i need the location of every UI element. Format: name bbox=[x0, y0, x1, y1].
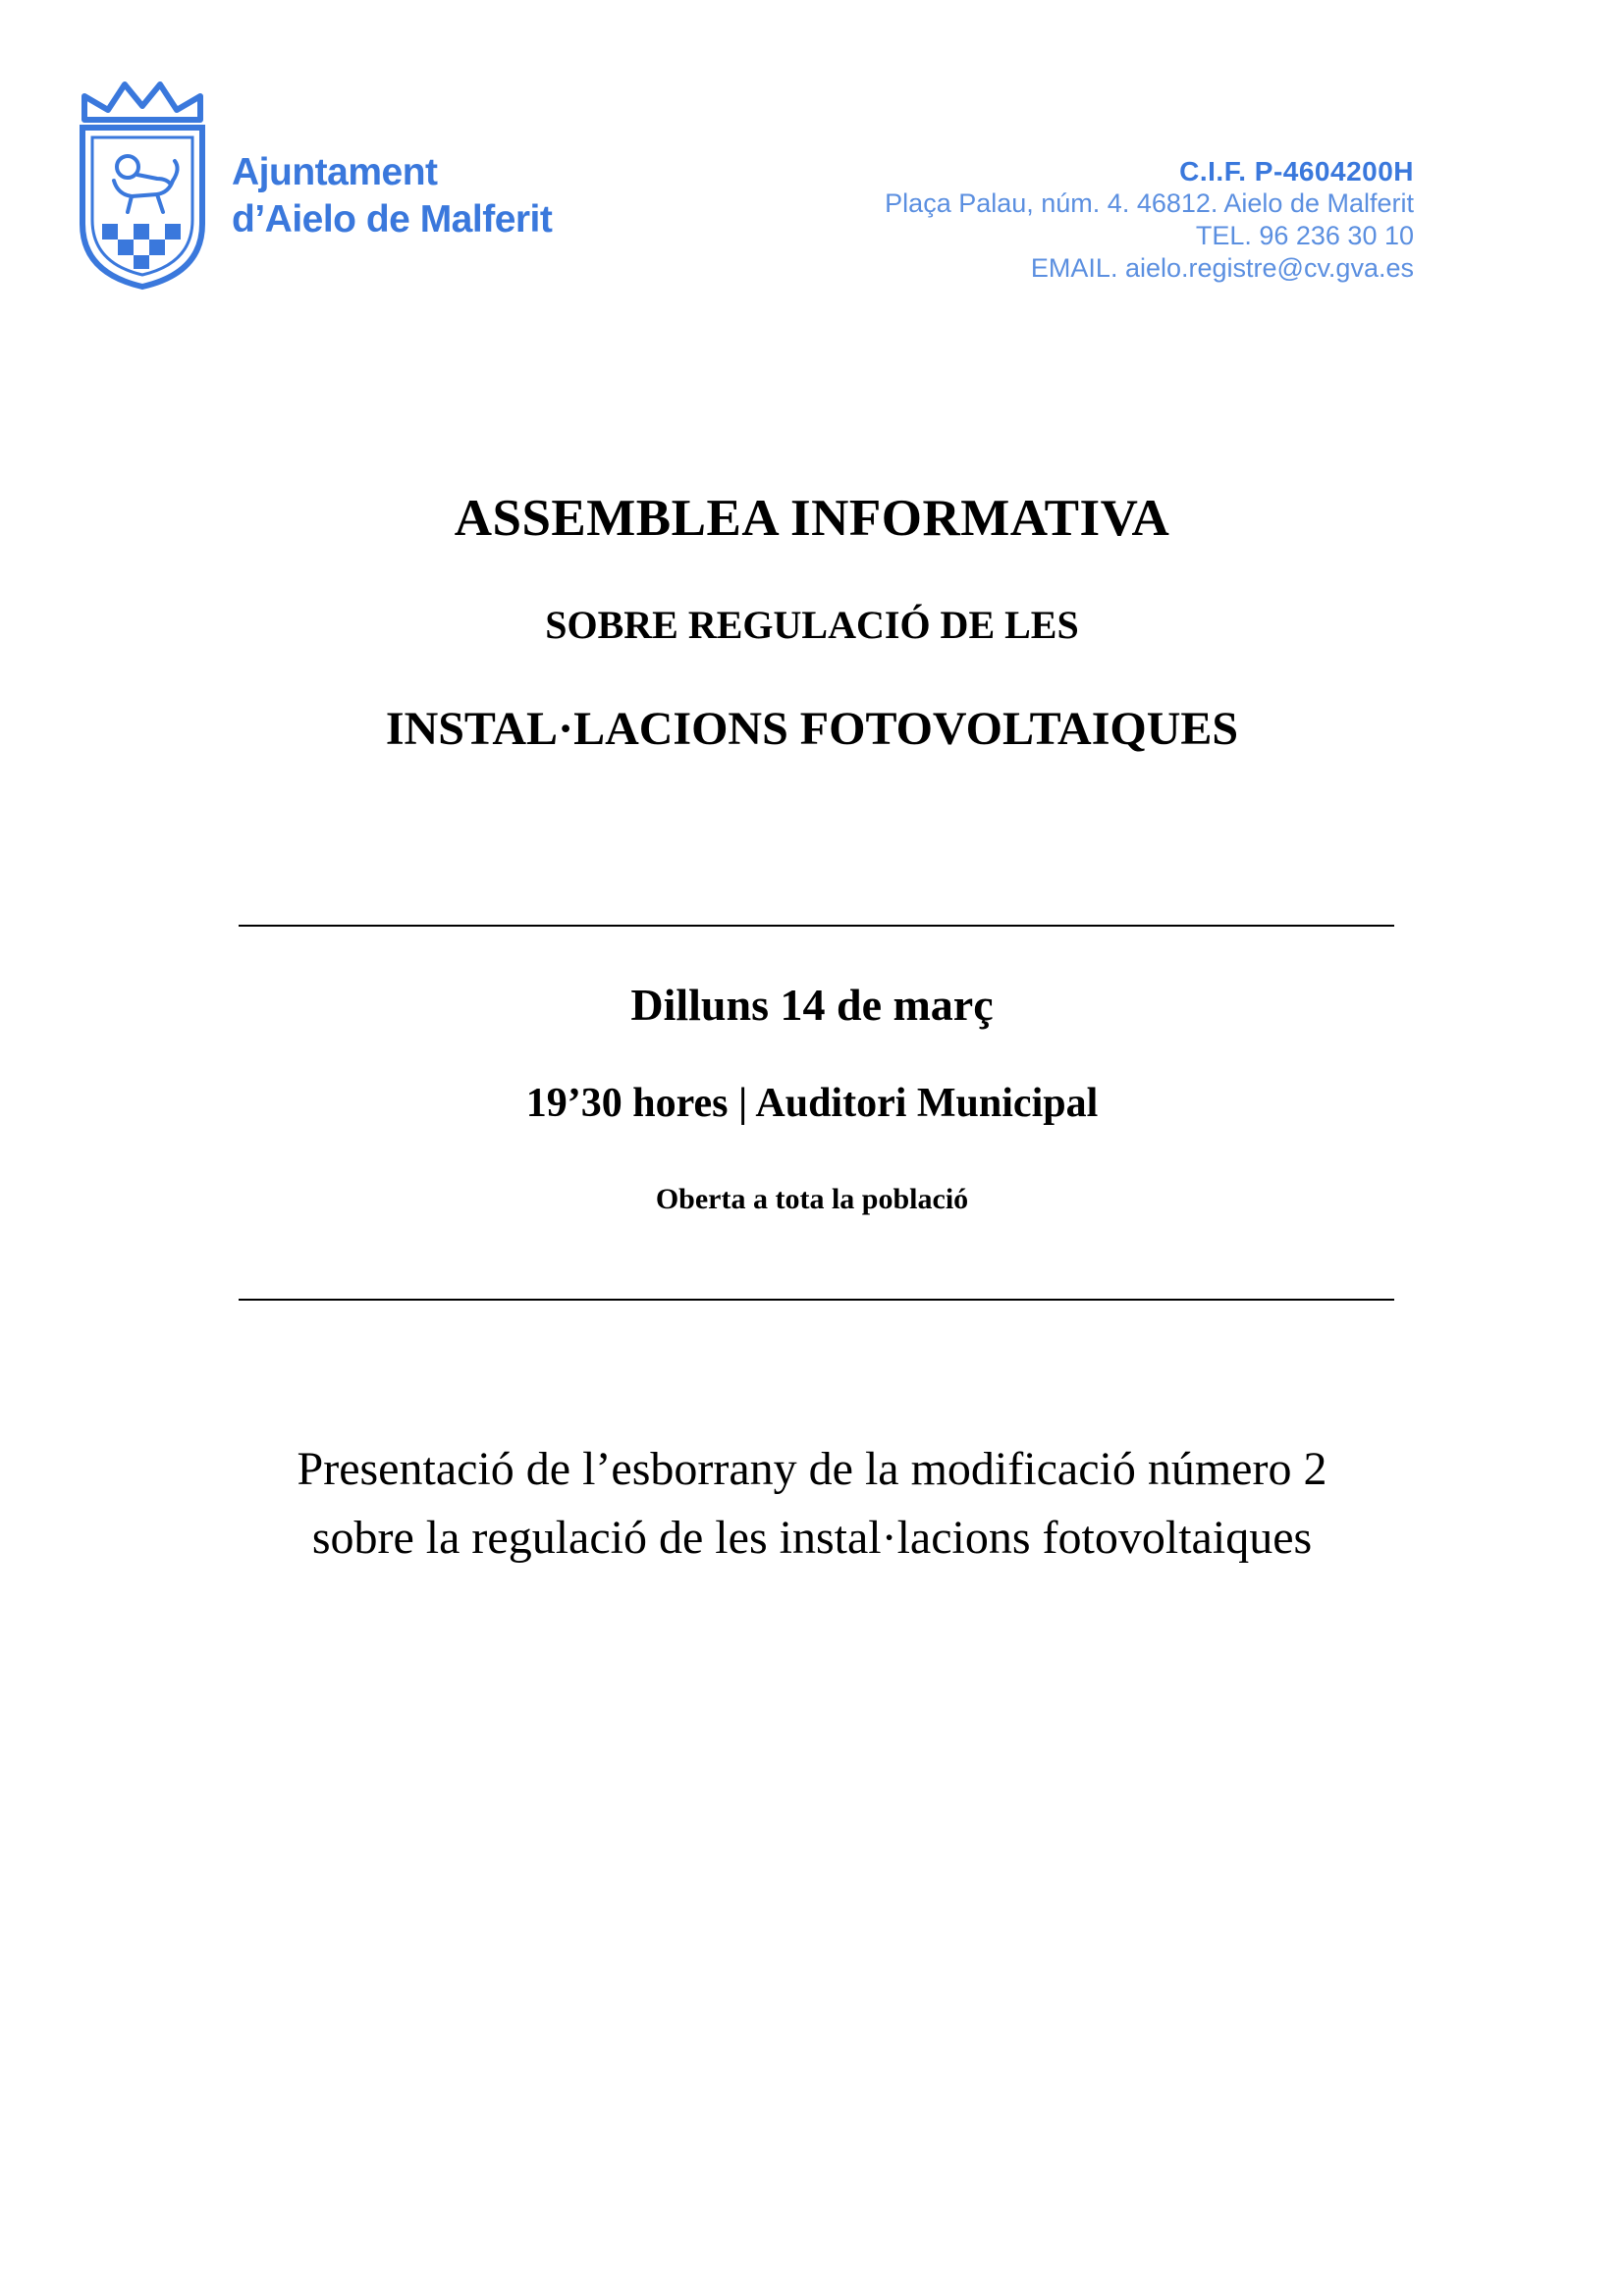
event-audience: Oberta a tota la població bbox=[655, 1183, 969, 1215]
announcement-title: ASSEMBLEA INFORMATIVA bbox=[454, 490, 1170, 547]
divider-bottom bbox=[239, 1299, 1394, 1301]
event-description bbox=[0, 1435, 1624, 1573]
organization-name-line2: d’Aielo de Malferit bbox=[232, 198, 553, 240]
event-date: Dilluns 14 de març bbox=[630, 980, 994, 1030]
organization-name-line1: Ajuntament bbox=[232, 151, 438, 193]
divider-top bbox=[239, 925, 1394, 927]
address: Plaça Palau, núm. 4. 46812. Aielo de Malferit bbox=[885, 188, 1414, 218]
municipal-crest-icon bbox=[79, 77, 206, 293]
announcement-subtitle: SOBRE REGULACIÓ DE LES bbox=[545, 603, 1079, 647]
event-description-line2: sobre la regulació de les instal·lacions fotovoltaiques bbox=[311, 1512, 1313, 1564]
contact-block bbox=[885, 155, 1414, 285]
telephone: TEL. 96 236 30 10 bbox=[1195, 221, 1414, 250]
email: EMAIL. aielo.registre@cv.gva.es bbox=[1030, 253, 1414, 283]
event-description-line1: Presentació de l’esborrany de la modificació número 2 bbox=[297, 1443, 1327, 1495]
event-time-place: 19’30 hores | Auditori Municipal bbox=[525, 1081, 1099, 1126]
announcement-subtitle-2: INSTAL·LACIONS FOTOVOLTAIQUES bbox=[385, 703, 1239, 755]
organization-name bbox=[232, 149, 552, 243]
tax-id: C.I.F. P-4604200H bbox=[1179, 156, 1414, 187]
